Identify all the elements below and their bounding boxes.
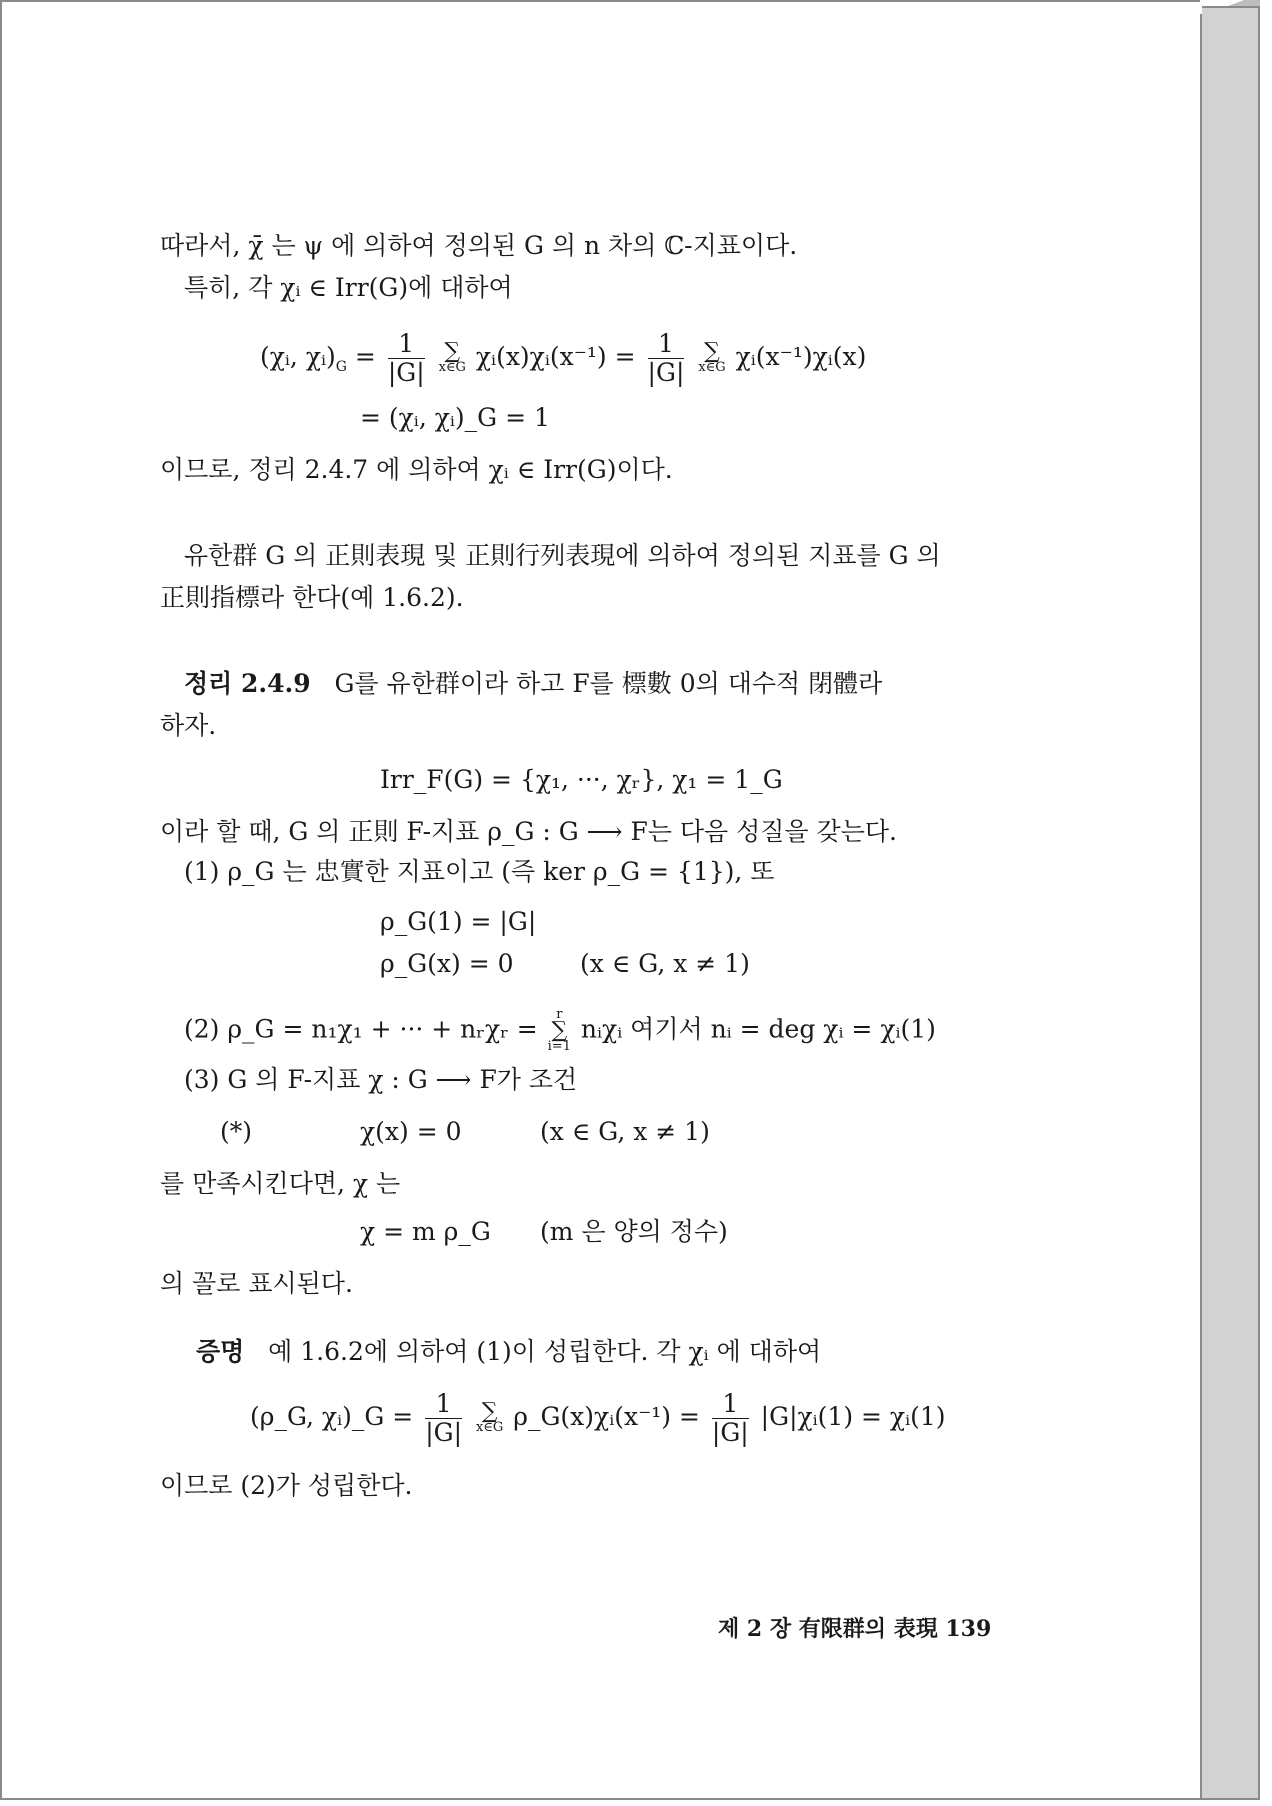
sum-sub: x∈G xyxy=(438,359,466,375)
proof-line xyxy=(196,1336,821,1368)
rho-eq-2: ρ_G(x) = 0 xyxy=(380,949,514,978)
rho-cond: (x ∈ G, x ≠ 1) xyxy=(580,949,750,978)
proof-text: 예 1.6.2에 의하여 (1)이 성립한다. 각 χᵢ 에 대하여 xyxy=(268,1337,822,1366)
item-3: (3) G 의 F-지표 χ : G ⟶ F가 조건 xyxy=(184,1065,578,1094)
eq-term: χᵢ(x⁻¹)χᵢ(x) xyxy=(735,342,867,371)
equation-2: = (χᵢ, χᵢ)_G = 1 xyxy=(360,403,550,432)
theorem-line xyxy=(184,668,882,700)
text-line: 유한群 G 의 正則表現 및 正則行列表現에 의하여 정의된 지표를 G 의 xyxy=(184,541,941,570)
star-cond: (x ∈ G, x ≠ 1) xyxy=(540,1117,710,1146)
text-line: 의 꼴로 표시된다. xyxy=(160,1269,353,1298)
frac-num: 1 xyxy=(712,1390,749,1419)
theorem-text: G를 유한群이라 하고 F를 標數 0의 대수적 閉體라 xyxy=(334,669,883,698)
eq-term: (ρ_G, χᵢ)_G = xyxy=(250,1402,414,1431)
sum-sub: x∈G xyxy=(475,1419,504,1435)
equation-3 xyxy=(250,1390,946,1447)
sum-sub: x∈G xyxy=(698,359,726,375)
item-2-b: nᵢχᵢ 여기서 nᵢ = deg χᵢ = χᵢ(1) xyxy=(580,1014,936,1044)
text-line: 正則指標라 한다(예 1.6.2). xyxy=(160,583,464,612)
irr-equation: Irr_F(G) = {χ₁, ···, χᵣ}, χ₁ = 1_G xyxy=(380,765,783,794)
text-line: 이므로, 정리 2.4.7 에 의하여 χᵢ ∈ Irr(G)이다. xyxy=(160,455,673,484)
rho-eq-1: ρ_G(1) = |G| xyxy=(380,907,537,936)
fraction xyxy=(425,1390,462,1447)
fraction xyxy=(648,330,685,387)
item-2-a: (2) ρ_G = n₁χ₁ + ··· + nᵣχᵣ = xyxy=(184,1014,538,1044)
eq-sign: = xyxy=(354,342,376,371)
text-line: 하자. xyxy=(160,711,217,740)
frac-den: |G| xyxy=(647,358,685,387)
sum-symbol: ∑ x∈G xyxy=(475,1398,504,1435)
frac-den: |G| xyxy=(711,1418,749,1447)
eq-term: (χᵢ, χᵢ) xyxy=(260,342,336,371)
sum-symbol: ∑ x∈G xyxy=(698,338,726,375)
page-footer: 제 2 장 有限群의 表現 139 xyxy=(718,1616,992,1642)
page-edge-side xyxy=(1202,6,1260,1800)
theorem-label: 정리 2.4.9 xyxy=(184,669,311,698)
chi-equation: χ = m ρ_G xyxy=(360,1217,491,1246)
frac-den: |G| xyxy=(387,358,425,387)
eq-sub: G xyxy=(335,359,347,375)
frac-num: 1 xyxy=(388,330,425,359)
eq-term: χᵢ(x)χᵢ(x⁻¹) xyxy=(475,342,607,371)
star-label: (*) xyxy=(220,1117,253,1146)
fraction xyxy=(388,330,425,387)
frac-num: 1 xyxy=(425,1390,462,1419)
text-line: 를 만족시킨다면, χ 는 xyxy=(160,1169,401,1198)
sum-sup: r xyxy=(556,1007,563,1022)
frac-num: 1 xyxy=(648,330,685,359)
equation-1 xyxy=(260,330,866,387)
item-1: (1) ρ_G 는 忠實한 지표이고 (즉 ker ρ_G = {1}), 또 xyxy=(184,857,775,886)
sum-symbol: ∑ x∈G xyxy=(438,338,466,375)
text-line: 이라 할 때, G 의 正則 F-지표 ρ_G : G ⟶ F는 다음 성질을 갖는다. xyxy=(160,817,897,846)
eq-sign: = xyxy=(614,342,636,371)
text-line: 이므로 (2)가 성립한다. xyxy=(160,1471,413,1500)
chi-cond: (m 은 양의 정수) xyxy=(540,1217,728,1246)
eq-term: |G|χᵢ(1) = χᵢ(1) xyxy=(760,1402,946,1431)
fraction xyxy=(712,1390,749,1447)
frac-den: |G| xyxy=(425,1418,463,1447)
eq-term: ρ_G(x)χᵢ(x⁻¹) = xyxy=(513,1402,700,1431)
sum-sub: i=1 xyxy=(547,1039,571,1054)
text-line: 따라서, χ̄ 는 ψ 에 의하여 정의된 G 의 n 차의 ℂ-지표이다. xyxy=(160,231,798,260)
star-equation: χ(x) = 0 xyxy=(360,1117,462,1146)
text-line: 특히, 각 χᵢ ∈ Irr(G)에 대하여 xyxy=(184,273,513,302)
sum-symbol: r ∑ i=1 xyxy=(547,1007,571,1054)
item-2 xyxy=(184,1008,936,1054)
proof-label: 증명 xyxy=(196,1337,245,1366)
